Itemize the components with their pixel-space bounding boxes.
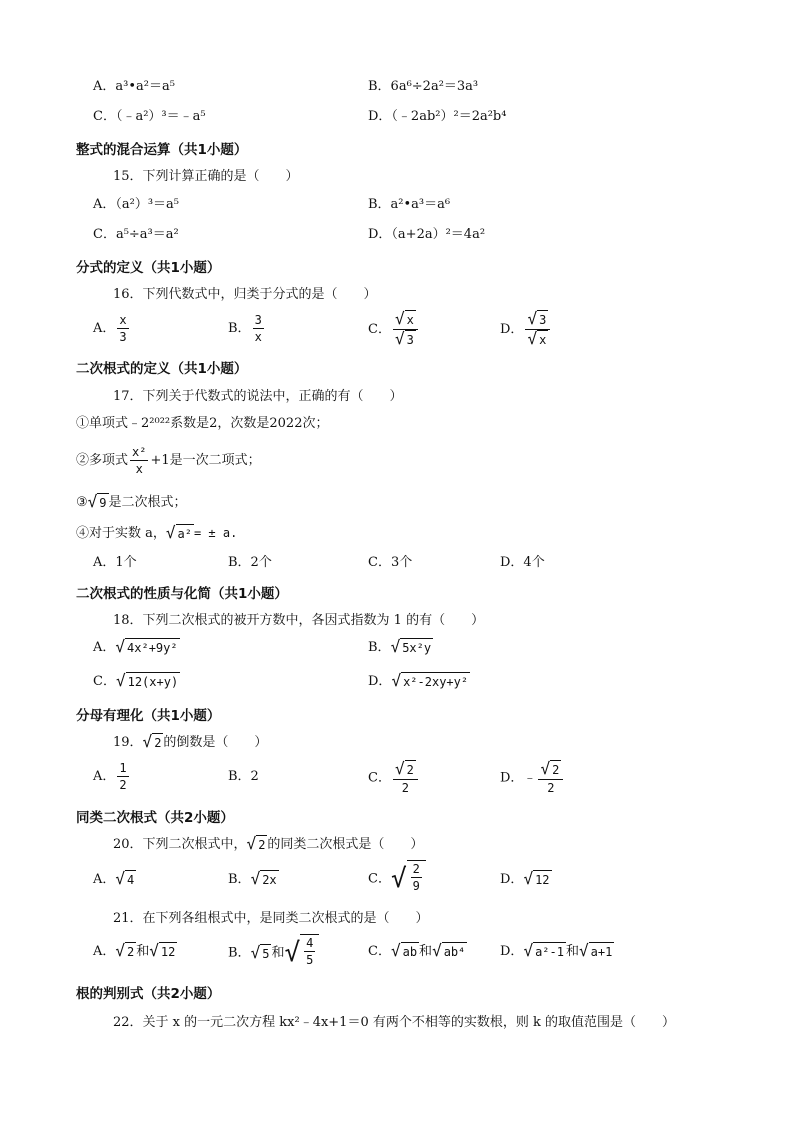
question-text: 19． <box>113 735 143 750</box>
denominator: 2 <box>119 778 127 792</box>
option-d <box>500 942 614 961</box>
fraction <box>117 312 128 345</box>
radical <box>395 310 416 329</box>
statement-4 <box>76 524 237 543</box>
statement-2 <box>76 444 261 477</box>
radical <box>395 330 416 349</box>
numerator <box>538 760 563 780</box>
option-a <box>93 638 180 657</box>
option-label: A． <box>93 769 116 784</box>
section-heading: 分母有理化（共1小题） <box>76 708 221 724</box>
option-b <box>368 638 433 657</box>
statement-text: ③ <box>76 495 88 510</box>
radical <box>523 870 551 889</box>
question-19-stem <box>113 731 267 752</box>
conjunction: 和 <box>271 945 285 961</box>
radical-sign: √ <box>142 732 153 751</box>
radicand: 2 <box>152 733 163 752</box>
option-a <box>93 312 131 345</box>
question-18-stem: 18．下列二次根式的被开方数中，各因式指数为 1 的有（ ） <box>113 613 485 628</box>
statement-text: +1是一次二项式； <box>150 453 261 468</box>
option-label: A． <box>93 944 116 959</box>
radicand: 2 <box>125 942 136 961</box>
option-label: A． <box>93 321 116 336</box>
radicand: 4x²+9y² <box>125 638 180 657</box>
radical-sign: √ <box>250 869 261 888</box>
denominator: x <box>135 462 143 476</box>
statement-3 <box>76 493 187 512</box>
section-heading: 同类二次根式（共2小题） <box>76 810 234 826</box>
option-c: C．a⁵÷a³＝a² <box>93 227 179 242</box>
option-label: C． <box>368 770 391 786</box>
radical <box>527 310 548 329</box>
question-20-stem <box>113 833 423 854</box>
conjunction: 和 <box>565 944 579 959</box>
radical-sign: √ <box>115 941 126 960</box>
radical-sign: √ <box>523 869 534 888</box>
numerator: 1 <box>119 761 127 775</box>
option-b: B．a²•a³＝a⁶ <box>368 197 451 212</box>
denominator: 2 <box>401 781 409 795</box>
section-heading: 分式的定义（共1小题） <box>76 260 221 276</box>
option-c: C．3个 <box>368 555 413 570</box>
option-label: D．﹣ <box>500 770 537 786</box>
statement-text: ②多项式 <box>76 453 129 468</box>
radical <box>115 870 136 889</box>
fraction <box>393 310 418 349</box>
radicand: 5 <box>260 944 271 963</box>
option-d <box>500 310 552 349</box>
radicand: 2 <box>256 835 267 854</box>
option-label: D． <box>500 322 524 337</box>
question-22-stem: 22．关于 x 的一元二次方程 kx²﹣4x+1＝0 有两个不相等的实数根，则 k 的取值范围是（ ） <box>113 1015 676 1030</box>
denominator: 3 <box>119 330 127 344</box>
option-b: B．6a⁶÷2a²＝3a³ <box>368 79 479 94</box>
radical <box>166 524 194 543</box>
option-a: A．（a²）³＝a⁵ <box>93 197 180 212</box>
radical-sign: √ <box>527 329 538 348</box>
radicand: x²-2xy+y² <box>401 672 470 691</box>
radical <box>284 934 319 972</box>
radical-sign: √ <box>394 329 405 348</box>
statement-text: ④对于实数 a， <box>76 526 166 541</box>
numerator: 3 <box>254 313 262 327</box>
fraction <box>393 760 418 796</box>
option-label: C． <box>368 871 391 887</box>
option-a: A．1个 <box>93 555 137 570</box>
radical-sign: √ <box>87 492 98 511</box>
denominator <box>525 330 550 349</box>
option-label: C． <box>368 322 391 337</box>
radicand: x <box>405 310 416 329</box>
radical <box>116 672 180 691</box>
option-label: C． <box>368 944 391 959</box>
numerator: x² <box>132 445 147 459</box>
radical <box>251 870 279 889</box>
radical <box>579 942 614 961</box>
radical <box>247 835 268 854</box>
radical-sign: √ <box>527 309 538 328</box>
radical-sign: √ <box>115 869 126 888</box>
statement-1: ①单项式﹣2²⁰²²系数是2，次数是2022次； <box>76 416 329 431</box>
radical-sign: √ <box>579 941 589 960</box>
section-heading: 二次根式的定义（共1小题） <box>76 361 248 377</box>
question-text: 20．下列二次根式中， <box>113 837 247 852</box>
radical-sign: √ <box>540 759 551 778</box>
option-c <box>368 860 426 898</box>
radical-sign: √ <box>394 759 405 778</box>
numerator: x <box>119 313 127 327</box>
option-c <box>368 760 420 796</box>
option-label: B． <box>228 321 251 336</box>
option-label: C． <box>93 674 116 689</box>
question-15-stem: 15．下列计算正确的是（ ） <box>113 169 299 184</box>
radical-sign: √ <box>390 637 401 656</box>
radicand: 4 <box>125 870 136 889</box>
option-d <box>500 760 565 796</box>
option-d <box>368 672 470 691</box>
radical-sign: √ <box>115 637 126 656</box>
option-d <box>500 870 552 889</box>
denominator: 5 <box>306 953 314 967</box>
radical <box>149 942 177 961</box>
radicand: 12 <box>533 870 551 889</box>
radical <box>395 760 416 779</box>
radicand: 2x <box>260 870 278 889</box>
option-b <box>228 934 319 972</box>
radicand: 12(x+y) <box>126 672 181 691</box>
section-heading: 根的判别式（共2小题） <box>76 986 221 1002</box>
option-c <box>368 942 467 961</box>
option-b: B．2 <box>228 769 259 784</box>
radical <box>251 944 272 963</box>
numerator <box>525 310 550 330</box>
radicand: ab <box>401 942 419 961</box>
radicand: a² <box>176 524 194 543</box>
option-a <box>93 942 177 961</box>
option-b: B．2个 <box>228 555 272 570</box>
fraction <box>304 935 315 968</box>
radicand: x <box>537 330 548 349</box>
numerator: 4 <box>306 936 314 950</box>
numerator <box>393 760 418 780</box>
radicand: a+1 <box>589 942 615 961</box>
radicand: 12 <box>159 942 177 961</box>
radicand: 3 <box>405 330 416 349</box>
question-text: 的同类二次根式是（ ） <box>267 837 424 852</box>
radicand: a²-1 <box>533 942 566 961</box>
numerator <box>393 310 418 330</box>
radical-sign: √ <box>250 942 261 962</box>
radical <box>115 942 136 961</box>
radical-sign: √ <box>246 834 257 853</box>
radical <box>115 638 179 657</box>
radical-sign: √ <box>391 671 402 690</box>
radical <box>88 493 109 512</box>
fraction <box>117 760 128 793</box>
radicand <box>300 934 319 972</box>
radicand: 3 <box>537 310 548 329</box>
option-a <box>93 760 131 793</box>
question-21-stem: 21．在下列各组根式中，是同类二次根式的是（ ） <box>113 911 429 926</box>
option-c: C．（﹣a²）³＝﹣a⁵ <box>93 109 206 124</box>
option-a <box>93 870 136 889</box>
option-d: D．（﹣2ab²）²＝2a²b⁴ <box>368 109 507 124</box>
radical-sign: √ <box>165 523 176 542</box>
option-label: D． <box>368 674 392 689</box>
option-label: D． <box>500 944 524 959</box>
option-c <box>368 310 420 349</box>
question-text: 的倒数是（ ） <box>163 735 268 750</box>
radicand: 5x²y <box>400 638 433 657</box>
radical <box>523 942 566 961</box>
denominator: 2 <box>547 781 555 795</box>
radical <box>391 942 419 961</box>
question-17-stem: 17．下列关于代数式的说法中，正确的有（ ） <box>113 389 403 404</box>
radicand: 9 <box>97 493 108 512</box>
option-label: B． <box>368 640 391 655</box>
denominator: 9 <box>412 879 420 893</box>
fraction <box>525 310 550 349</box>
radical-sign: √ <box>390 864 407 894</box>
denominator <box>393 330 418 349</box>
option-c <box>93 672 180 691</box>
radicand: 2 <box>405 760 416 779</box>
radical-sign: √ <box>394 309 405 328</box>
radical-sign: √ <box>390 941 401 960</box>
question-16-stem: 16．下列代数式中，归类于分式的是（ ） <box>113 287 377 302</box>
option-d: D．（a+2a）²＝4a² <box>368 227 486 242</box>
option-label: D． <box>500 872 524 887</box>
radical <box>540 760 561 779</box>
option-b <box>228 312 266 345</box>
conjunction: 和 <box>136 944 150 959</box>
option-d: D．4个 <box>500 555 545 570</box>
radical <box>391 638 434 657</box>
radical <box>143 733 164 752</box>
radical <box>432 942 467 961</box>
radical <box>391 860 426 898</box>
radical-sign: √ <box>115 671 126 690</box>
fraction <box>538 760 563 796</box>
radical-sign: √ <box>149 941 159 960</box>
option-label: A． <box>93 872 116 887</box>
fraction <box>411 861 422 894</box>
option-label: A． <box>93 640 116 655</box>
radicand <box>407 860 426 898</box>
denominator: x <box>254 330 262 344</box>
radicand: 2 <box>550 760 561 779</box>
radical <box>391 672 470 691</box>
fraction <box>130 444 148 477</box>
statement-text: 是二次根式； <box>108 495 187 510</box>
radical-sign: √ <box>523 941 534 960</box>
radical <box>527 330 548 349</box>
option-a: A．a³•a²＝a⁵ <box>93 79 175 94</box>
numerator: 2 <box>412 862 420 876</box>
conjunction: 和 <box>419 944 433 959</box>
fraction <box>253 312 264 345</box>
section-heading: 二次根式的性质与化简（共1小题） <box>76 586 288 602</box>
statement-text: = ± a. <box>193 526 238 540</box>
option-label: B． <box>228 945 251 961</box>
option-label: B． <box>228 872 251 887</box>
radical-sign: √ <box>284 938 301 968</box>
section-heading: 整式的混合运算（共1小题） <box>76 142 248 158</box>
radicand: ab⁴ <box>442 942 468 961</box>
radical-sign: √ <box>432 941 442 960</box>
option-b <box>228 870 279 889</box>
